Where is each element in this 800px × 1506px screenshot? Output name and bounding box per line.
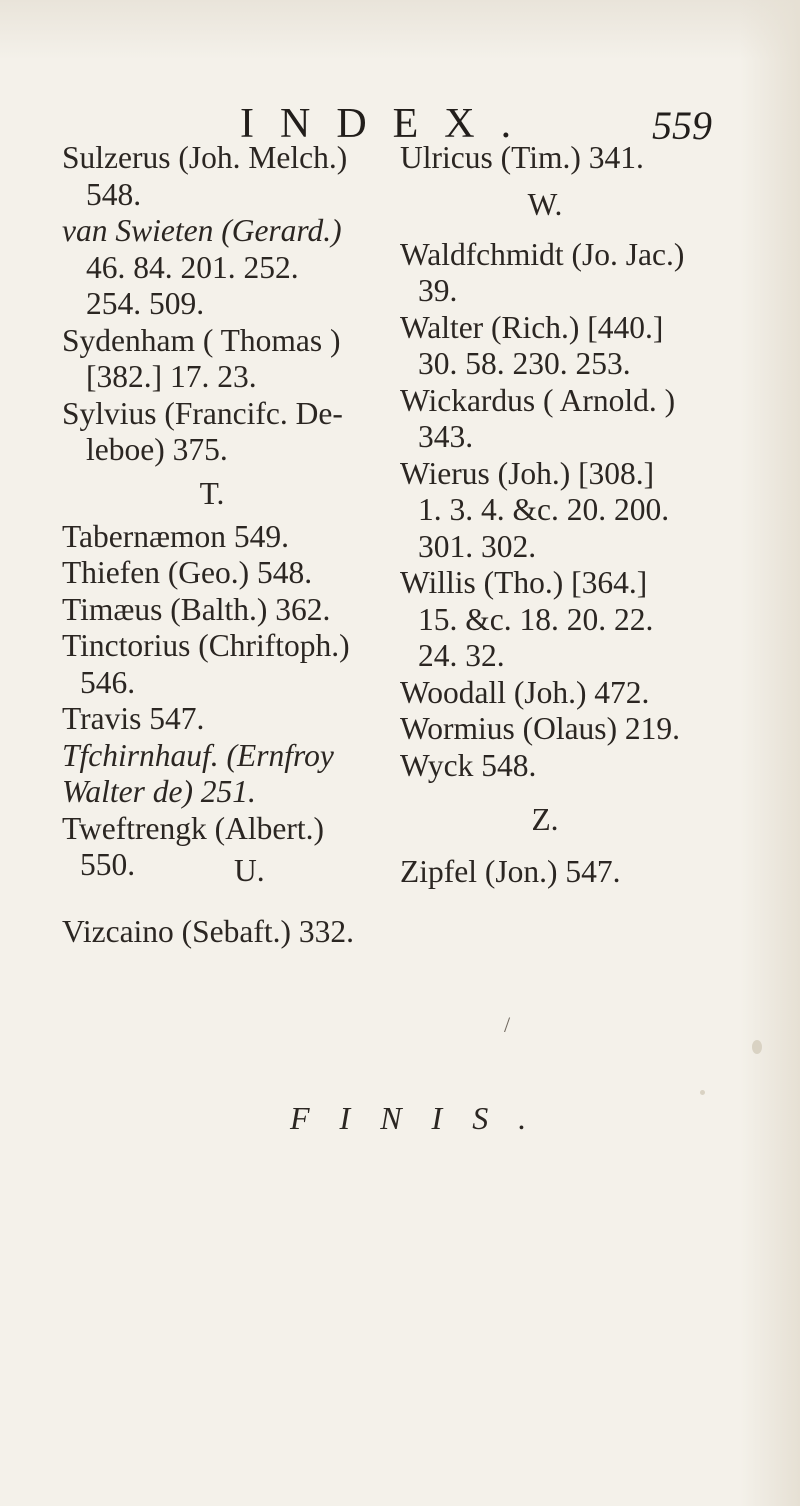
index-entry-pages: 39. bbox=[418, 273, 458, 308]
index-entry: Tinctorius (Chriftoph.) bbox=[62, 628, 350, 663]
index-entry: Ulricus (Tim.) 341. bbox=[400, 140, 644, 175]
index-entry-continued: Walter de) 251. bbox=[62, 774, 256, 809]
index-entry-pages: 548. bbox=[86, 176, 142, 212]
index-entry: Walter (Rich.) [440.] bbox=[400, 309, 664, 345]
index-entry: Waldfchmidt (Jo. Jac.) bbox=[400, 236, 685, 272]
index-entry: Wyck 548. bbox=[400, 747, 537, 783]
paper-spot bbox=[752, 1040, 762, 1054]
section-letter-z: Z. bbox=[531, 802, 559, 837]
page-number: 559 bbox=[652, 103, 712, 148]
index-entry-pages: 301. 302. bbox=[418, 528, 537, 564]
index-entry: Willis (Tho.) [364.] bbox=[400, 565, 648, 600]
index-entry-pages: 1. 3. 4. &c. 20. 200. bbox=[418, 492, 670, 527]
index-entry: Sulzerus (Joh. Melch.) bbox=[62, 140, 348, 175]
index-entry: Wickardus ( Arnold. ) bbox=[400, 382, 676, 418]
index-entry-continued: leboe) 375. bbox=[86, 432, 228, 467]
right-column bbox=[400, 140, 780, 891]
index-entry: Tabernæmon 549. bbox=[62, 518, 290, 554]
index-entry-pages: 24. 32. bbox=[418, 638, 505, 673]
section-letter-u: U. bbox=[234, 853, 265, 888]
section-u-row bbox=[62, 847, 402, 888]
index-entry: Timæus (Balth.) 362. bbox=[62, 591, 331, 627]
index-entry-pages: 550. bbox=[80, 847, 136, 882]
index-entry: Thiefen (Geo.) 548. bbox=[62, 555, 313, 590]
finis-text: FINIS. bbox=[290, 1100, 557, 1136]
index-entry-pages: [382.] 17. 23. bbox=[86, 359, 257, 394]
index-entry: Travis 547. bbox=[62, 701, 205, 736]
left-column bbox=[62, 140, 402, 950]
index-entry: Sylvius (Francifc. De- bbox=[62, 395, 343, 431]
section-letter-w: W. bbox=[527, 186, 563, 222]
stray-ink-mark: / bbox=[504, 1012, 511, 1037]
index-entry: Vizcaino (Sebaft.) 332. bbox=[62, 913, 355, 949]
index-title: INDEX. bbox=[240, 101, 538, 147]
index-entry: Tfchirnhauf. (Ernfroy bbox=[62, 737, 334, 773]
index-entry: Wormius (Olaus) 219. bbox=[400, 711, 681, 746]
paper-spot bbox=[700, 1090, 705, 1095]
index-entry-pages: 46. 84. 201. 252. bbox=[86, 249, 299, 285]
index-entry-pages: 546. bbox=[80, 664, 136, 700]
section-letter-t: T. bbox=[199, 475, 225, 511]
index-entry: Woodall (Joh.) 472. bbox=[400, 674, 650, 710]
index-entry: Wierus (Joh.) [308.] bbox=[400, 455, 655, 491]
index-entry-pages: 15. &c. 18. 20. 22. bbox=[418, 601, 654, 637]
index-entry-pages: 343. bbox=[418, 419, 474, 454]
index-entry: Sydenham ( Thomas ) bbox=[62, 322, 341, 358]
index-entry: Zipfel (Jon.) 547. bbox=[400, 854, 621, 889]
page-shadow-top bbox=[0, 0, 800, 60]
index-entry: Tweftrengk (Albert.) bbox=[62, 810, 324, 846]
index-entry-pages: 254. 509. bbox=[86, 286, 205, 321]
index-entry-pages: 30. 58. 230. 253. bbox=[418, 346, 631, 381]
index-entry: van Swieten (Gerard.) bbox=[62, 213, 342, 248]
